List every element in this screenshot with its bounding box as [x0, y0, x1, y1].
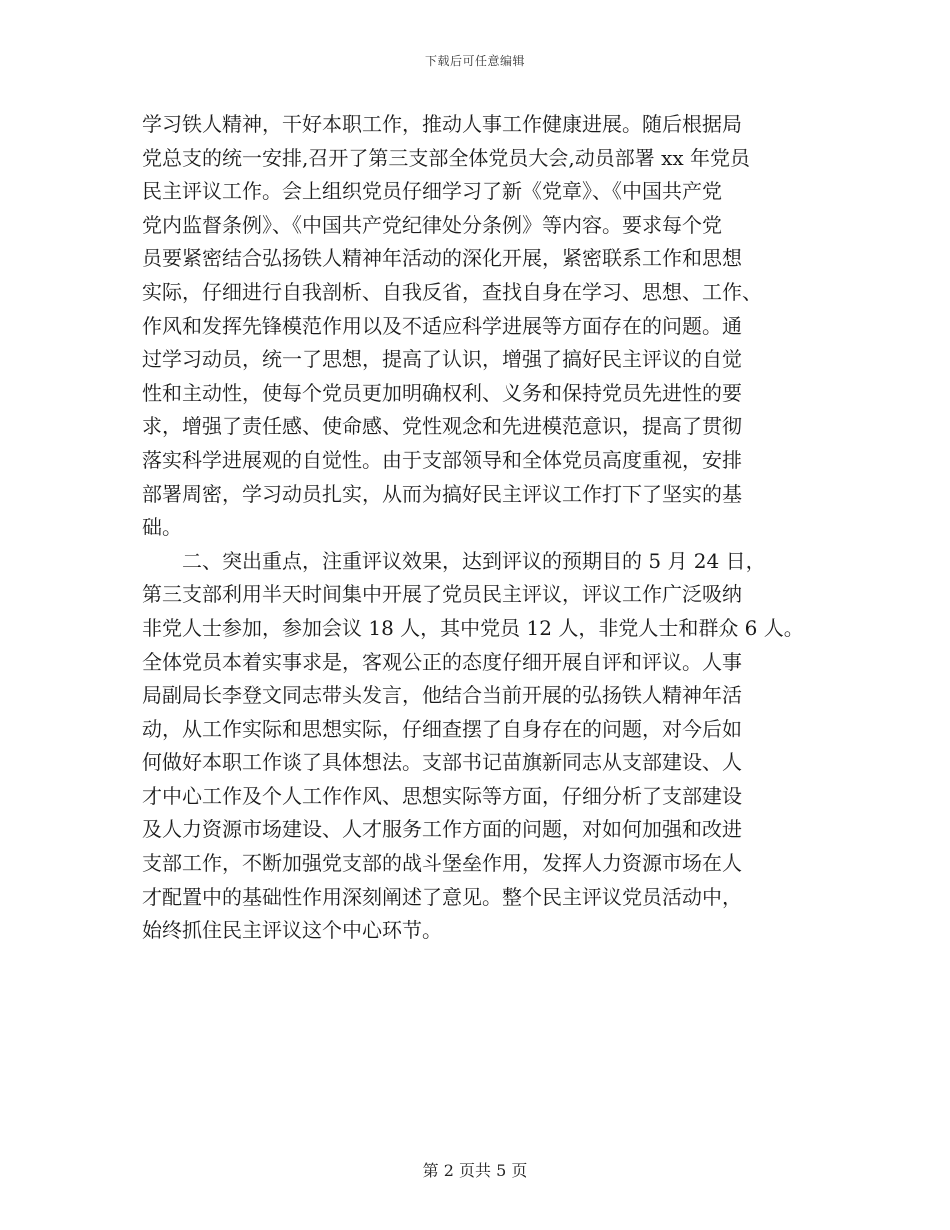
text-line: 支部工作，不断加强党支部的战斗堡垒作用，发挥人力资源市场在人 — [142, 851, 742, 876]
text-line: 党总支的统一安排,召开了第三支部全体党员大会,动员部署 xx 年党员 — [142, 145, 750, 170]
text-line: 局副局长李登文同志带头发言，他结合当前开展的弘扬铁人精神年活 — [142, 683, 742, 708]
text-line: 性和主动性，使每个党员更加明确权利、义务和保持党员先进性的要 — [142, 380, 742, 405]
page-header: 下载后可任意编辑 — [424, 54, 525, 68]
text-line: 才配置中的基础性作用深刻阐述了意见。整个民主评议党员活动中， — [142, 884, 742, 909]
text-line: 何做好本职工作谈了具体想法。支部书记苗旗新同志从支部建设、人 — [142, 750, 742, 775]
text-line: 及人力资源市场建设、人才服务工作方面的问题，对如何加强和改进 — [142, 817, 742, 842]
text-line: 作风和发挥先锋模范作用以及不适应科学进展等方面存在的问题。通 — [142, 313, 742, 338]
text-line: 党内监督条例》、《中国共产党纪律处分条例》等内容。要求每个党 — [142, 212, 722, 237]
section-heading-line: 二、突出重点，注重评议效果，达到评议的预期目的 5 月 24 日， — [182, 548, 766, 573]
page-number: 第 2 页共 5 页 — [422, 1161, 528, 1180]
text-line: 实际，仔细进行自我剖析、自我反省，查找自身在学习、思想、工作、 — [142, 279, 762, 304]
text-line: 部署周密，学习动员扎实，从而为搞好民主评议工作打下了坚实的基 — [142, 481, 742, 506]
text-line: 才中心工作及个人工作作风、思想实际等方面，仔细分析了支部建设 — [142, 783, 742, 808]
text-line: 落实科学进展观的自觉性。由于支部领导和全体党员高度重视，安排 — [142, 447, 742, 472]
text-line: 求，增强了责任感、使命感、党性观念和先进模范意识，提高了贯彻 — [142, 414, 742, 439]
text-line: 始终抓住民主评议这个中心环节。 — [142, 918, 442, 943]
text-line: 过学习动员，统一了思想，提高了认识，增强了搞好民主评议的自觉 — [142, 347, 742, 372]
text-line: 动，从工作实际和思想实际，仔细查摆了自身存在的问题，对今后如 — [142, 716, 742, 741]
text-line: 非党人士参加，参加会议 18 人，其中党员 12 人，非党人士和群众 6 人。 — [142, 615, 804, 640]
text-line: 第三支部利用半天时间集中开展了党员民主评议，评议工作广泛吸纳 — [142, 582, 742, 607]
text-line: 础。 — [142, 515, 182, 540]
text-line: 员要紧密结合弘扬铁人精神年活动的深化开展，紧密联系工作和思想 — [142, 246, 742, 271]
text-line: 学习铁人精神，干好本职工作，推动人事工作健康进展。随后根据局 — [142, 112, 742, 136]
document-body — [142, 108, 832, 948]
text-line: 民主评议工作。会上组织党员仔细学习了新《党章》、《中国共产党 — [142, 179, 722, 204]
text-line: 全体党员本着实事求是，客观公正的态度仔细开展自评和评议。人事 — [142, 649, 742, 674]
